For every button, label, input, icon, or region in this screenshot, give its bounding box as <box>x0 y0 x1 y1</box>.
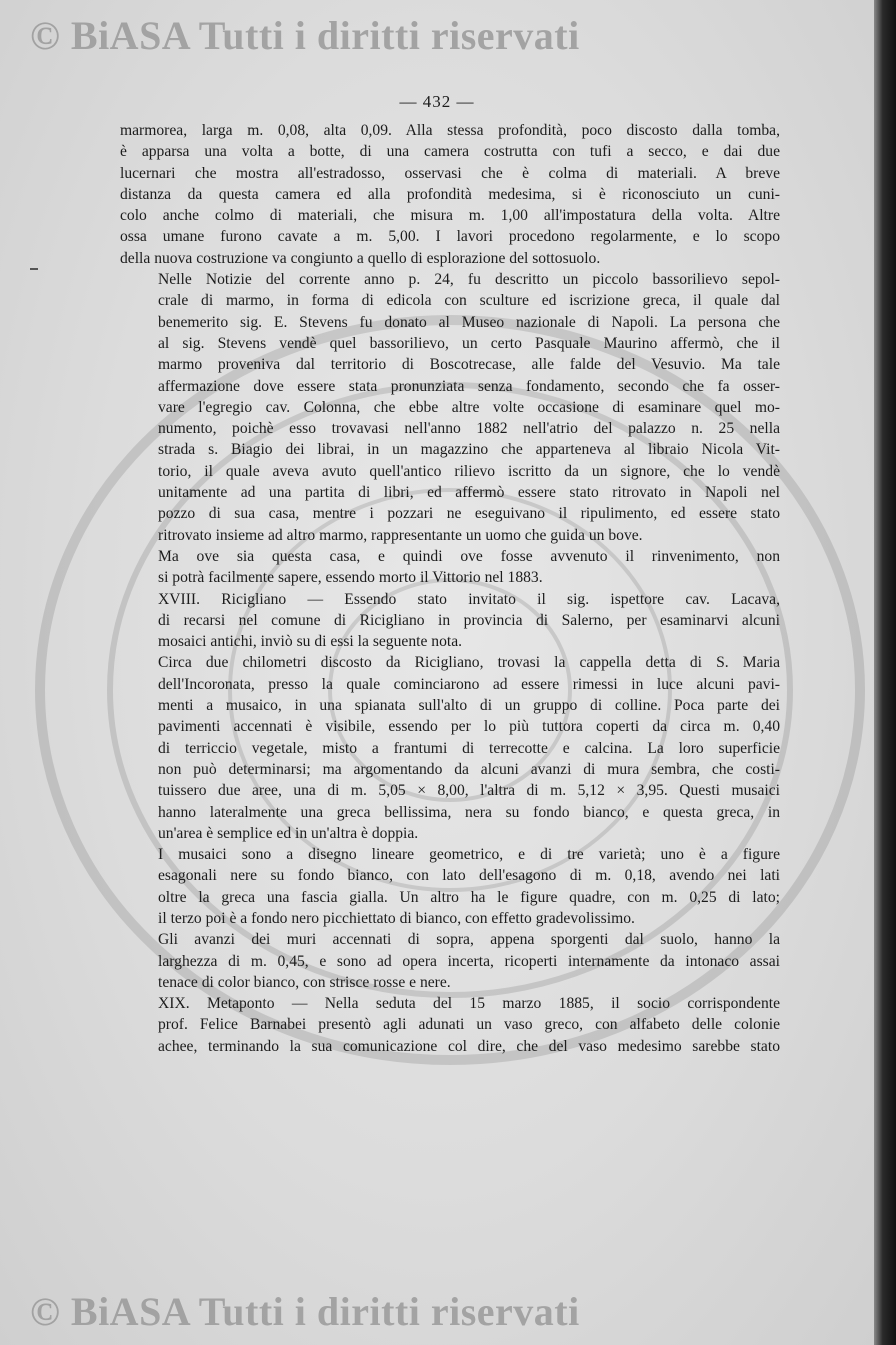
text-line: crale di marmo, in forma di edicola con sculture ed iscrizione greca, il quale dal <box>158 292 780 310</box>
margin-mark <box>30 268 38 270</box>
paragraph <box>120 929 780 993</box>
text-line: affermazione dove essere stata pronunziata senza fondamento, secondo che fa osser- <box>158 377 780 395</box>
copyright-watermark-top: © BiASA Tutti i diritti riservati <box>30 13 580 58</box>
book-binding-edge <box>874 0 896 1345</box>
copyright-watermark-bottom: © BiASA Tutti i diritti riservati <box>30 1289 580 1334</box>
text-line: di recarsi nel comune di Ricigliano in provincia di Salerno, per esaminarvi alcuni <box>158 611 780 629</box>
section-heading-line: XIX. Metaponto — Nella seduta del 15 marzo 1885, il socio corrispondente <box>158 995 780 1013</box>
text-line: Nelle Notizie del corrente anno p. 24, fu descritto un piccolo bassorilievo sepol- <box>158 271 780 289</box>
text-line: colo anche colmo di materiali, che misura m. 1,00 all'impostatura della volta. Altre <box>120 207 780 225</box>
text-line: il terzo poi è a fondo nero picchiettato di bianco, con effetto gradevolissimo. <box>158 909 635 927</box>
text-line: non può determinarsi; ma argomentando da alcuni avanzi di mura sembra, che costi- <box>158 760 780 778</box>
paragraph <box>120 546 780 589</box>
text-line: marmorea, larga m. 0,08, alta 0,09. Alla stessa profondità, poco discosto dalla tomba, <box>120 122 780 139</box>
paragraph <box>120 652 780 844</box>
paragraph <box>120 844 780 929</box>
text-line: achee, terminando la sua comunicazione col dire, che del vaso medesimo sarebbe stato <box>158 1037 780 1055</box>
text-line: lucernari che mostra all'estradosso, osservasi che è colma di materiali. A breve <box>120 164 780 182</box>
text-line: strada s. Biagio dei librai, in un magazzino che apparteneva al libraio Nicola Vit- <box>158 441 780 459</box>
text-line: Ma ove sia questa casa, e quindi ove fosse avvenuto il rinvenimento, non <box>158 547 780 565</box>
paragraph <box>120 269 780 546</box>
text-line: marmo proveniva dal territorio di Boscotrecase, alle falde del Vesuvio. Ma tale <box>158 356 780 374</box>
section-heading-line: XVIII. Ricigliano — Essendo stato invitato il sig. ispettore cav. Lacava, <box>158 590 780 608</box>
text-line: distanza da questa camera ed alla profondità medesima, si è riconosciuto un cuni- <box>120 185 780 203</box>
text-line: unitamente ad una partita di libri, ed affermò essere stato ritrovato in Napoli nel <box>158 484 780 502</box>
text-line: torio, il quale aveva avuto quell'antico rilievo iscritto da un signore, che lo vendè <box>158 462 780 480</box>
text-line: esagonali nere su fondo bianco, con lato dell'esagono di m. 0,18, avendo nei lati <box>158 867 780 885</box>
page-number: — 432 — <box>399 92 475 111</box>
section-xviii <box>120 589 780 653</box>
text-line: I musaici sono a disegno lineare geometrico, e di tre varietà; uno è a figure <box>158 846 780 864</box>
text-line: larghezza di m. 0,45, e sono ad opera incerta, ricoperti internamente da intonaco assai <box>158 952 780 970</box>
paragraph <box>120 120 780 269</box>
text-line: menti a musaico, in una spianata sull'alto di un gruppo di colline. Poca parte dei <box>158 697 780 715</box>
text-line: tenace di color bianco, con strisce rosse e nere. <box>158 973 451 991</box>
text-line: un'area è semplice ed in un'altra è doppia. <box>158 824 419 842</box>
text-line: Gli avanzi dei muri accennati di sopra, appena sporgenti dal suolo, hanno la <box>158 931 780 949</box>
text-line: si potrà facilmente sapere, essendo morto il Vittorio nel 1883. <box>158 569 543 587</box>
text-line: dell'Incoronata, presso la quale cominciarono ad essere rimessi in luce alcuni pavi- <box>158 675 780 693</box>
text-line: al sig. Stevens vendè quel bassorilievo, un certo Pasquale Maurino affermò, che il <box>158 334 780 352</box>
text-line: ritrovato insieme ad altro marmo, rappresentante un uomo che guida un bove. <box>158 526 643 544</box>
text-line: tuissero due aree, una di m. 5,05 × 8,00, l'altra di m. 5,12 × 3,95. Questi musaici <box>158 782 780 800</box>
text-line: di terriccio vegetale, misto a frantumi di terrecotte e calcina. La loro superficie <box>158 739 780 757</box>
text-line: benemerito sig. E. Stevens fu donato al Museo nazionale di Napoli. La persona che <box>158 313 780 331</box>
body-text <box>120 120 780 1057</box>
text-line: è apparsa una volta a botte, di una camera costrutta con tufi a secco, e dai due <box>120 143 780 161</box>
text-line: mosaici antichi, inviò su di essi la seguente nota. <box>158 633 463 651</box>
text-line: oltre la greca una fascia gialla. Un altro ha le figure quadre, con m. 0,25 di lato; <box>158 888 780 906</box>
text-line: pavimenti accennati è visibile, essendo per lo più tuttora coperti da circa m. 0,40 <box>158 718 780 736</box>
text-line: vare l'egregio cav. Colonna, che ebbe altre volte occasione di esaminare quel mo- <box>158 398 780 416</box>
text-line: prof. Felice Barnabei presentò agli adunati un vaso greco, con alfabeto delle colonie <box>158 1016 780 1034</box>
text-line: della nuova costruzione va congiunto a quello di esplorazione del sottosuolo. <box>120 249 601 267</box>
text-line: Circa due chilometri discosto da Ricigliano, trovasi la cappella detta di S. Maria <box>158 654 780 672</box>
section-xix <box>120 993 780 1057</box>
text-line: ossa umane furono cavate a m. 5,00. I lavori procedono regolarmente, e lo scopo <box>120 228 780 246</box>
text-line: hanno lateralmente una greca bellissima, nera su fondo bianco, e questa greca, in <box>158 803 780 821</box>
text-line: numento, poichè esso trovavasi nell'anno 1882 nell'atrio del palazzo n. 25 nella <box>158 420 780 438</box>
text-line: pozzo di sua casa, mentre i pozzari ne eseguivano il ripulimento, ed essere stato <box>158 505 780 523</box>
